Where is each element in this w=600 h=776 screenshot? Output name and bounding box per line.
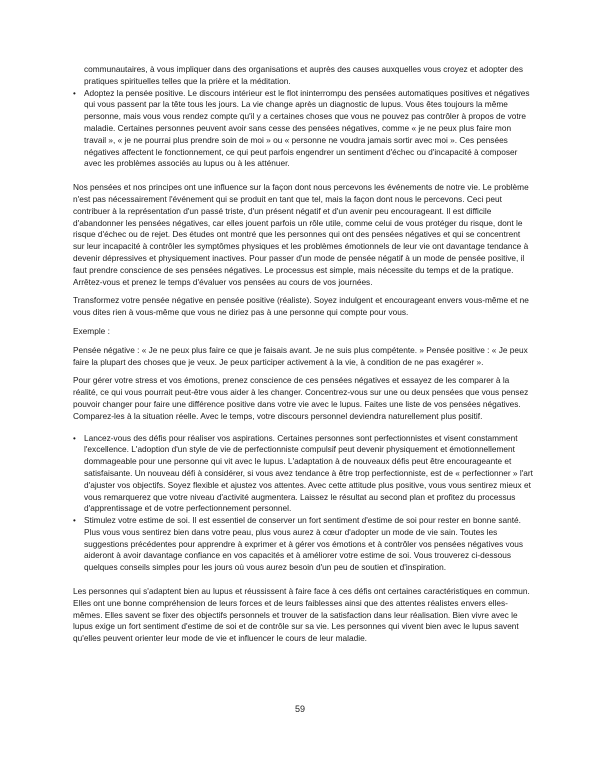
- list-item-text: Stimulez votre estime de soi. Il est essentiel de conserver un fort sentiment d'estime de soi pour rester en bonne santé. Plus vous vous sentirez bien dans votre peau, plus vous aurez à cœur d'adopter un mode de vie sain. Toutes les suggestions précédentes pour apprendre à exprimer et à gérer vos émotions et à contrôler vos pensées négatives vous aideront à avoir davantage confiance en vos capacités et à améliorer votre estime de soi. Vous trouverez ci-dessous quelques conseils simples pour les jours où vous aurez besoin d'un peu de soutien et d'inspiration.: [84, 515, 524, 573]
- list-continuation-text: communautaires, à vous impliquer dans des organisations et auprès des causes auxquelles vous croyez et adopter des pratiques spirituelles telles que la prière et la méditation.: [84, 64, 524, 86]
- list-item-text: Adoptez la pensée positive. Le discours intérieur est le flot ininterrompu des pensées automatiques positives et négatives qui vous passent par la tête tous les jours. La vie change après un diagnostic de lupus. Vous êtes toujours la même personne, mais vous vous rendez compte qu'il y a certaines choses que vous ne pouvez pas contrôler à propos de votre maladie. Certaines personnes peuvent avoir sans cesse des pensées négatives, comme « je ne peux plus faire mon travail », « je ne pourrai plus prendre soin de moi » ou « personne ne voudra jamais sortir avec moi ». Ces pensées négatives affectent le fonctionnement, ce qui peut parfois engendrer un sentiment d'échec ou d'incapacité à composer avec les problèmes associés au lupus ou à les atténuer.: [84, 87, 530, 169]
- paragraph: Nos pensées et nos principes ont une influence sur la façon dont nous percevons les événements de notre vie. Le problème n'est pas nécessairement l'événement qui se produit en tant que tel, mais la façon dont nous le percevons. Ceci peut contribuer à la représentation d'un passé triste, d'un présent négatif et d'un avenir peu encourageant. Il est difficile d'abandonner les pensées négatives, car elles jouent parfois un rôle utile, comme celui de vous protéger du risque, dont le risque d'échec ou de rejet. Des études ont montré que les personnes qui ont des pensées négatives et qui se concentrent sur leur incapacité à contrôler les symptômes physiques et les problèmes émotionnels de leur vie ont davantage tendance à devenir dépressives et physiquement inactives. Pour passer d'un mode de pensée négatif à un mode de pensée positive, il faut prendre conscience de ses pensées négatives. Le processus est simple, mais nécessite du temps et de la pratique. Arrêtez-vous et prenez le temps d'évaluer vos pensées au cours de vos journées.: [73, 182, 529, 287]
- bullet-list-1: [73, 88, 533, 171]
- paragraph: Pensée négative : « Je ne peux plus faire ce que je faisais avant. Je ne suis plus compétente. » Pensée positive : « Je peux faire la plupart des choses que je veux. Je peux participer activement à la vie, à condition de ne pas exagérer ».: [73, 344, 528, 367]
- bullet-icon: •: [73, 433, 76, 443]
- list-item: [73, 515, 533, 574]
- bullet-icon: •: [73, 88, 76, 98]
- bullet-icon: •: [73, 516, 76, 526]
- paragraph: Transformez votre pensée négative en pensée positive (réaliste). Soyez indulgent et encourageant envers vous-même et ne vous dites rien à vous-même que vous ne diriez pas à une personne qui compte pour vous.: [73, 295, 529, 318]
- paragraph: Exemple :: [73, 325, 110, 336]
- bullet-list-2: [73, 433, 533, 575]
- list-item-text: Lancez-vous des défis pour réaliser vos aspirations. Certaines personnes sont perfectionnistes et visent constamment l'excellence. L'adoption d'un style de vie de perfectionniste compulsif peut devenir physiquement et émotionnellement dommageable pour une personne qui vit avec le lupus. L'adaptation à de nouveaux défis peut être encourageante et satisfaisante. Un nouveau défi à considérer, si vous avez tendance à être trop perfectionniste, est de « perfectionner » l'art d'ajuster vos objectifs. Soyez flexible et ajustez vos attentes. Avec cette attitude plus positive, vous vous sentirez mieux et vous remarquerez que votre niveau d'activité augmentera. Laissez le résultat au second plan et profitez du processus d'apprentissage et de votre perfectionnement personnel.: [84, 432, 533, 514]
- paragraph: Pour gérer votre stress et vos émotions, prenez conscience de ces pensées négatives et essayez de les comparer à la réalité, ce qui vous pourrait peut-être vous aider à les changer. Concentrez-vous sur une ou deux pensées que vous pensez pouvoir changer pour faire une différence positive dans votre vie avec le lupus. Faites une liste de vos pensées négatives. Comparez-les à la situation réelle. Avec le temps, votre discours personnel deviendra naturellement plus positif.: [73, 375, 529, 421]
- list-item: [73, 88, 533, 171]
- document-page: [73, 64, 533, 652]
- closing-paragraph: Les personnes qui s'adaptent bien au lupus et réussissent à faire face à ces défis ont certaines caractéristiques en commun. Elles ont une bonne compréhension de leurs forces et de leurs faiblesses ainsi que des attentes réalistes envers elles-mêmes. Elles savent se fixer des objectifs personnels et trouver de la satisfaction dans leur réalisation. Bien vivre avec le lupus exige un fort sentiment d'estime de soi et de contrôle sur sa vie. Les personnes qui vivent bien avec le lupus savent qu'elles peuvent orienter leur mode de vie et influencer le cours de leur maladie.: [73, 586, 530, 644]
- page-number: 59: [294, 704, 305, 714]
- list-item: [73, 433, 533, 516]
